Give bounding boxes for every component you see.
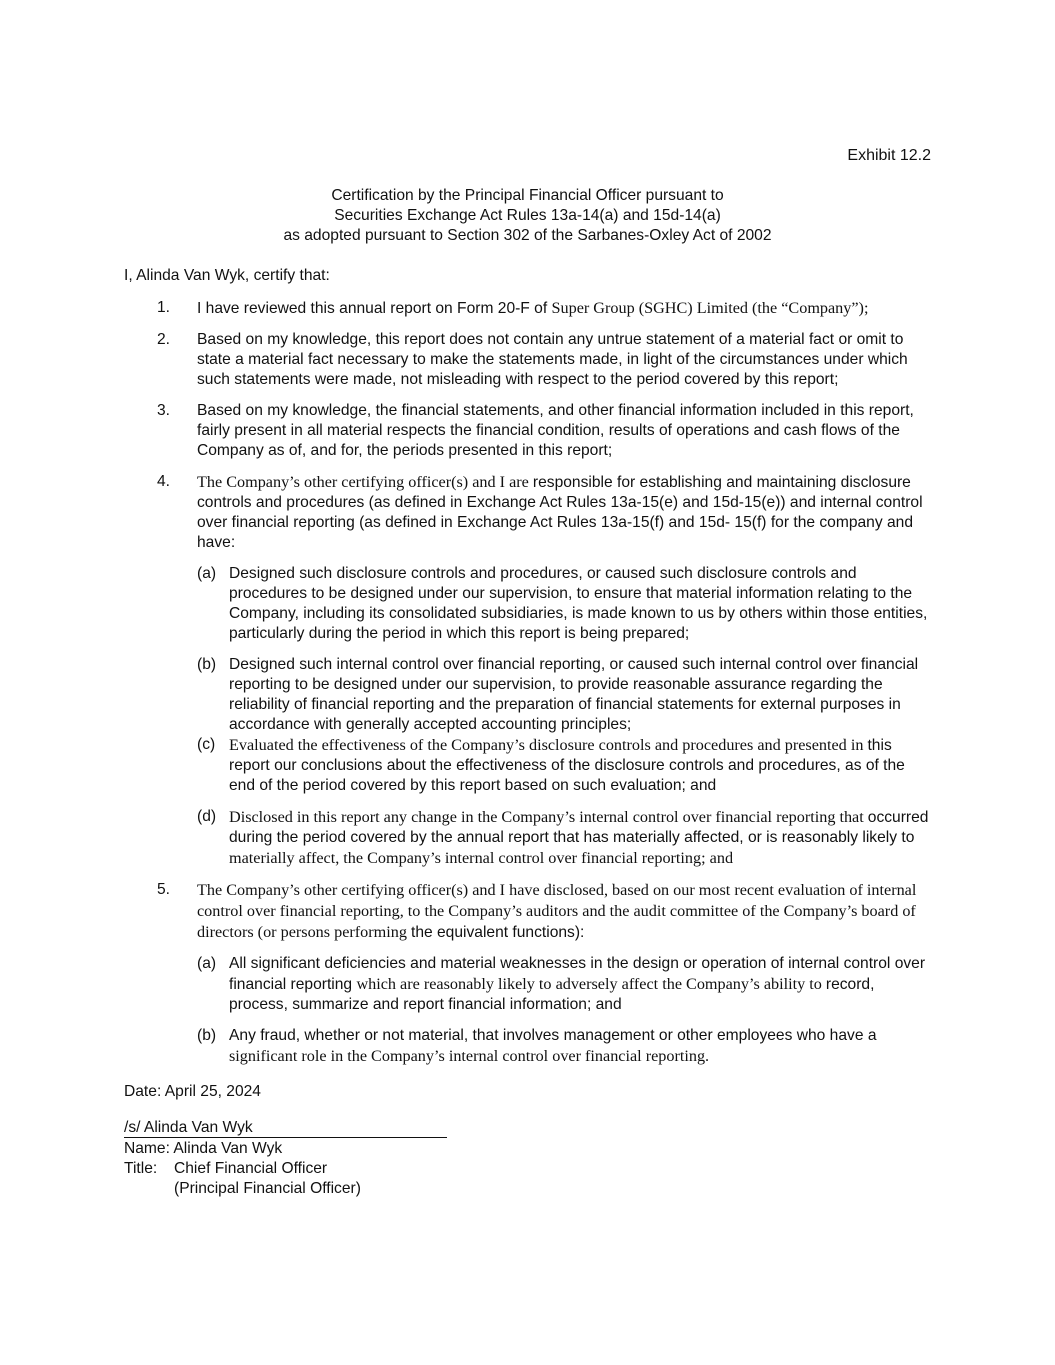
sub-item-letter: (a) (197, 565, 217, 582)
sub-item-letter: (d) (197, 808, 217, 825)
sub-item-letter: (b) (197, 656, 217, 673)
item-text: Based on my knowledge, the financial statements, and other financial information included in this report, fairly present in all material respects the financial condition, results of operations and cash flows of the Company as of, and for, the periods presented in this report; (197, 402, 914, 459)
title-line-3: as adopted pursuant to Section 302 of the Sarbanes-Oxley Act of 2002 (283, 227, 772, 244)
sub-item-text: record, process, summarize and report financial information; and (229, 976, 875, 1013)
signature-date: Date: April 25, 2024 (124, 1083, 261, 1100)
list-item (124, 298, 932, 319)
sub-item-text: Disclosed in this report any change in the Company’s internal control over financial reporting that (229, 808, 868, 826)
exhibit-label: Exhibit 12.2 (847, 147, 931, 164)
signer-name: Name: Alinda Van Wyk (124, 1140, 283, 1157)
sub-item (124, 1026, 932, 1067)
sub-item-text: Designed such internal control over financial reporting, or caused such internal control over financial reporting to be designed under our supervision, to provide reasonable assurance regarding the reliability of financial reporting and the preparation of financial statements for external purposes in accordance with generally accepted accounting principles; (229, 656, 919, 733)
sub-item (124, 735, 932, 796)
sub-item (124, 655, 932, 735)
sub-item-text: All significant deficiencies and material weaknesses in the design or operation of internal control over financial reporting (229, 955, 926, 993)
sub-item-letter: (a) (197, 955, 217, 972)
sub-item-letter: (c) (197, 736, 216, 753)
item-text: the equivalent functions): (410, 924, 585, 941)
item-number: 4. (157, 473, 171, 490)
sub-item (124, 807, 932, 869)
list-item (124, 880, 932, 943)
sub-item-text: Designed such disclosure controls and procedures, or caused such disclosure controls and procedures to be designed under our supervision, to ensure that material information relating to the Company, including its consolidated subsidiaries, is made known to us by others within those entities, particularly during the period in which this report is being prepared; (229, 565, 928, 642)
list-item (124, 401, 932, 461)
title-line-2: Securities Exchange Act Rules 13a-14(a) and 15d-14(a) (334, 207, 721, 224)
list-item (124, 330, 932, 390)
signer-title-secondary: (Principal Financial Officer) (174, 1180, 361, 1197)
certification-list (124, 298, 932, 1078)
sub-item-text: Any fraud, whether or not material, that involves management or other employees who have a (229, 1027, 877, 1044)
document-title (124, 186, 931, 246)
item-text: responsible for establishing and maintaining disclosure controls and procedures (as defined in Exchange Act Rules 13a-15(e) and 15d-15(e)) and internal control over financial reporting (as defined in Exchange Act Rules 13a-15(f) and 15d- 15(f) for the company and have: (197, 474, 923, 551)
sub-item (124, 954, 932, 1015)
item-number: 5. (157, 881, 171, 898)
signer-title: Chief Financial Officer (174, 1160, 328, 1177)
item-text: I have reviewed this annual report on Form 20-F of (197, 300, 552, 317)
item-text: Based on my knowledge, this report does not contain any untrue statement of a material fact or omit to state a material fact necessary to make the statements made, in light of the circumstances under which such statements were made, not misleading with respect to the period covered by this report; (197, 331, 908, 388)
signature-line: /s/ Alinda Van Wyk (124, 1118, 447, 1138)
sub-item (124, 564, 932, 644)
item-number: 2. (157, 331, 171, 348)
title-line-1: Certification by the Principal Financial Officer pursuant to (331, 187, 724, 204)
signer-title-label: Title: (124, 1160, 158, 1177)
list-item (124, 472, 932, 553)
item-number: 1. (157, 299, 171, 316)
item-number: 3. (157, 402, 171, 419)
item-text: The Company’s other certifying officer(s) and I have disclosed, based on our most recent evaluation of internal control over financial reporting, to the Company’s auditors and the audit committee of the Company’s board of directors (or persons performing (197, 881, 917, 941)
signer-title-row (124, 1159, 327, 1179)
item-text: Super Group (SGHC) Limited (the “Company”); (551, 299, 869, 317)
sub-item-text: significant role in the Company’s internal control over financial reporting. (229, 1047, 710, 1065)
item-text: The Company’s other certifying officer(s) and I are (197, 473, 533, 491)
sub-item-text: which are reasonably likely to adversely affect the Company’s ability to (356, 975, 826, 993)
sub-item-letter: (b) (197, 1027, 217, 1044)
sub-item-text: materially affect, the Company’s internal control over financial reporting; and (229, 849, 734, 867)
intro-statement: I, Alinda Van Wyk, certify that: (124, 267, 330, 284)
sub-item-text: Evaluated the effectiveness of the Company’s disclosure controls and procedures and presented in (229, 736, 868, 754)
sub-item-text: occurred during the period covered by the annual report that has materially affected, or is reasonably likely to (229, 809, 929, 846)
sub-item-text: this report our conclusions about the effectiveness of the disclosure controls and procedures, as of the end of the period covered by this report based on such evaluation; and (229, 737, 905, 794)
